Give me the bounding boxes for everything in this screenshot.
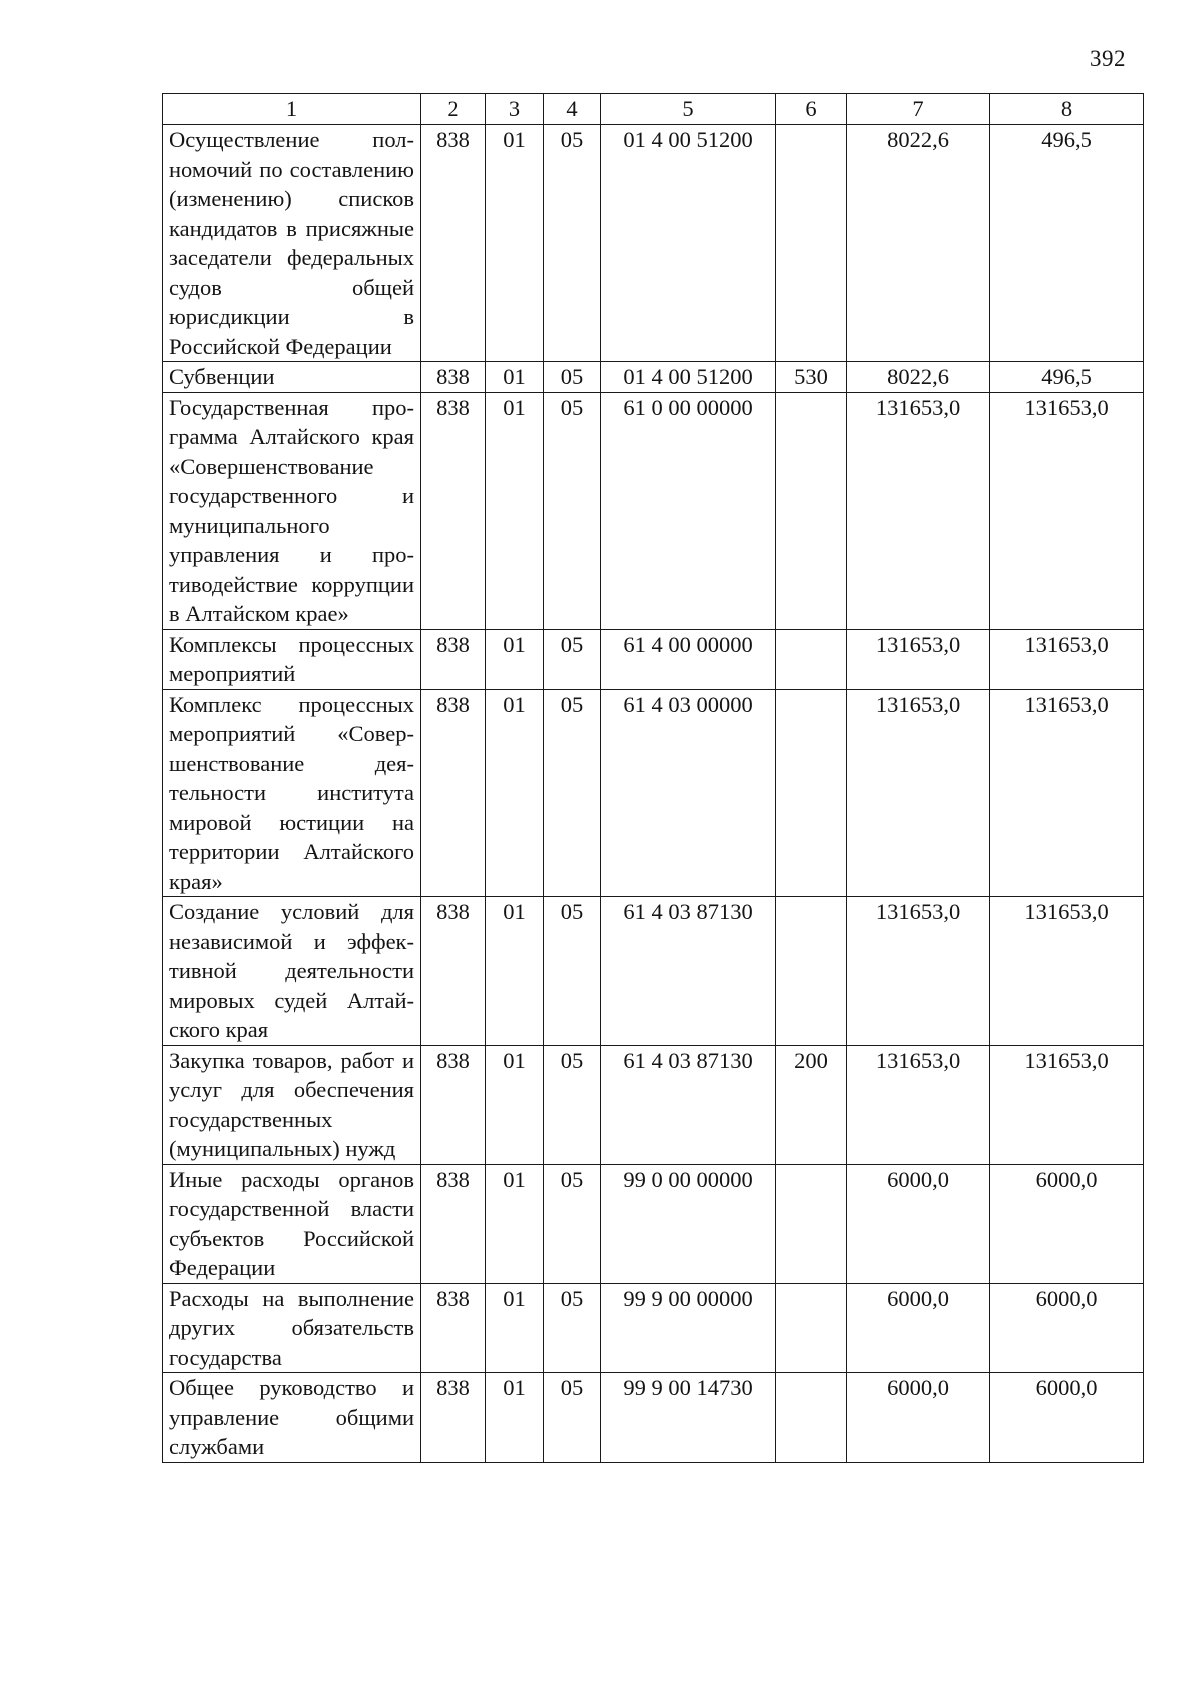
cell-amount-2: 131653,0	[990, 629, 1144, 689]
cell-expense-type	[776, 125, 847, 362]
cell-expense-type	[776, 1164, 847, 1283]
cell-expense-type	[776, 897, 847, 1046]
cell-amount-1: 8022,6	[847, 362, 990, 393]
cell-subsection: 05	[544, 1283, 601, 1373]
cell-section: 01	[486, 1373, 544, 1463]
column-header: 4	[544, 94, 601, 125]
cell-ministry: 838	[421, 125, 486, 362]
row-name: Закупка товаров, работ и услуг для обеспечения государственных (муниципальных) нужд	[163, 1045, 421, 1164]
cell-section: 01	[486, 1164, 544, 1283]
table-row	[163, 1373, 1144, 1463]
cell-subsection: 05	[544, 689, 601, 897]
row-name: Комплекс процессных мероприятий «Совершенствование деятельности института мировой юстиции на территории Алтайского края»	[163, 689, 421, 897]
row-name: Осуществление полномочий по составлению (изменению) списков кандидатов в присяжные заседатели федеральных судов общей юрисдикции в Российской Федерации	[163, 125, 421, 362]
cell-amount-1: 131653,0	[847, 1045, 990, 1164]
cell-target-code: 61 4 03 87130	[601, 897, 776, 1046]
cell-amount-2: 6000,0	[990, 1164, 1144, 1283]
cell-target-code: 01 4 00 51200	[601, 125, 776, 362]
cell-target-code: 61 0 00 00000	[601, 392, 776, 629]
row-name: Комплексы процессных мероприятий	[163, 629, 421, 689]
cell-ministry: 838	[421, 689, 486, 897]
cell-ministry: 838	[421, 1283, 486, 1373]
cell-expense-type: 200	[776, 1045, 847, 1164]
cell-amount-1: 131653,0	[847, 629, 990, 689]
cell-ministry: 838	[421, 392, 486, 629]
cell-subsection: 05	[544, 1045, 601, 1164]
cell-amount-1: 6000,0	[847, 1373, 990, 1463]
cell-subsection: 05	[544, 125, 601, 362]
header-row	[163, 94, 1144, 125]
table-row	[163, 629, 1144, 689]
cell-ministry: 838	[421, 1373, 486, 1463]
cell-amount-2: 131653,0	[990, 1045, 1144, 1164]
cell-expense-type: 530	[776, 362, 847, 393]
column-header: 6	[776, 94, 847, 125]
row-name: Государственная программа Алтайского края «Совершенствование государственного и муниципального управления и противодействие коррупции в Алтайском крае»	[163, 392, 421, 629]
column-header: 2	[421, 94, 486, 125]
cell-amount-2: 496,5	[990, 125, 1144, 362]
table-row	[163, 125, 1144, 362]
cell-target-code: 61 4 03 00000	[601, 689, 776, 897]
row-name: Создание условий для независимой и эффективной деятельности мировых судей Алтайского края	[163, 897, 421, 1046]
column-header: 7	[847, 94, 990, 125]
cell-ministry: 838	[421, 1045, 486, 1164]
cell-ministry: 838	[421, 362, 486, 393]
cell-target-code: 99 9 00 00000	[601, 1283, 776, 1373]
row-name: Иные расходы органов государственной власти субъектов Российской Федерации	[163, 1164, 421, 1283]
column-header: 5	[601, 94, 776, 125]
table-row	[163, 1045, 1144, 1164]
cell-target-code: 61 4 03 87130	[601, 1045, 776, 1164]
cell-section: 01	[486, 125, 544, 362]
cell-amount-1: 131653,0	[847, 392, 990, 629]
column-header: 3	[486, 94, 544, 125]
column-header: 1	[163, 94, 421, 125]
row-name: Субвенции	[163, 362, 421, 393]
cell-target-code: 01 4 00 51200	[601, 362, 776, 393]
page-number: 392	[1090, 46, 1126, 71]
cell-expense-type	[776, 1283, 847, 1373]
cell-section: 01	[486, 897, 544, 1046]
table-row	[163, 1283, 1144, 1373]
cell-section: 01	[486, 1283, 544, 1373]
cell-ministry: 838	[421, 897, 486, 1046]
table-row	[163, 392, 1144, 629]
cell-expense-type	[776, 629, 847, 689]
cell-amount-2: 131653,0	[990, 897, 1144, 1046]
row-name: Общее руководство и управление общими службами	[163, 1373, 421, 1463]
cell-target-code: 61 4 00 00000	[601, 629, 776, 689]
budget-table	[162, 93, 1144, 1463]
cell-amount-2: 6000,0	[990, 1283, 1144, 1373]
cell-subsection: 05	[544, 362, 601, 393]
cell-expense-type	[776, 1373, 847, 1463]
cell-target-code: 99 0 00 00000	[601, 1164, 776, 1283]
column-header: 8	[990, 94, 1144, 125]
cell-amount-2: 131653,0	[990, 392, 1144, 629]
cell-subsection: 05	[544, 897, 601, 1046]
table-row	[163, 362, 1144, 393]
cell-expense-type	[776, 689, 847, 897]
cell-target-code: 99 9 00 14730	[601, 1373, 776, 1463]
cell-expense-type	[776, 392, 847, 629]
cell-amount-1: 131653,0	[847, 897, 990, 1046]
cell-subsection: 05	[544, 629, 601, 689]
cell-ministry: 838	[421, 629, 486, 689]
cell-subsection: 05	[544, 1164, 601, 1283]
cell-section: 01	[486, 362, 544, 393]
cell-amount-1: 6000,0	[847, 1164, 990, 1283]
cell-ministry: 838	[421, 1164, 486, 1283]
cell-amount-2: 496,5	[990, 362, 1144, 393]
row-name: Расходы на выполнение других обязательств государства	[163, 1283, 421, 1373]
cell-amount-2: 131653,0	[990, 689, 1144, 897]
cell-subsection: 05	[544, 1373, 601, 1463]
cell-section: 01	[486, 629, 544, 689]
cell-amount-1: 131653,0	[847, 689, 990, 897]
cell-section: 01	[486, 689, 544, 897]
table-row	[163, 1164, 1144, 1283]
cell-subsection: 05	[544, 392, 601, 629]
cell-amount-2: 6000,0	[990, 1373, 1144, 1463]
table-row	[163, 689, 1144, 897]
table-row	[163, 897, 1144, 1046]
cell-section: 01	[486, 1045, 544, 1164]
cell-amount-1: 8022,6	[847, 125, 990, 362]
cell-amount-1: 6000,0	[847, 1283, 990, 1373]
cell-section: 01	[486, 392, 544, 629]
